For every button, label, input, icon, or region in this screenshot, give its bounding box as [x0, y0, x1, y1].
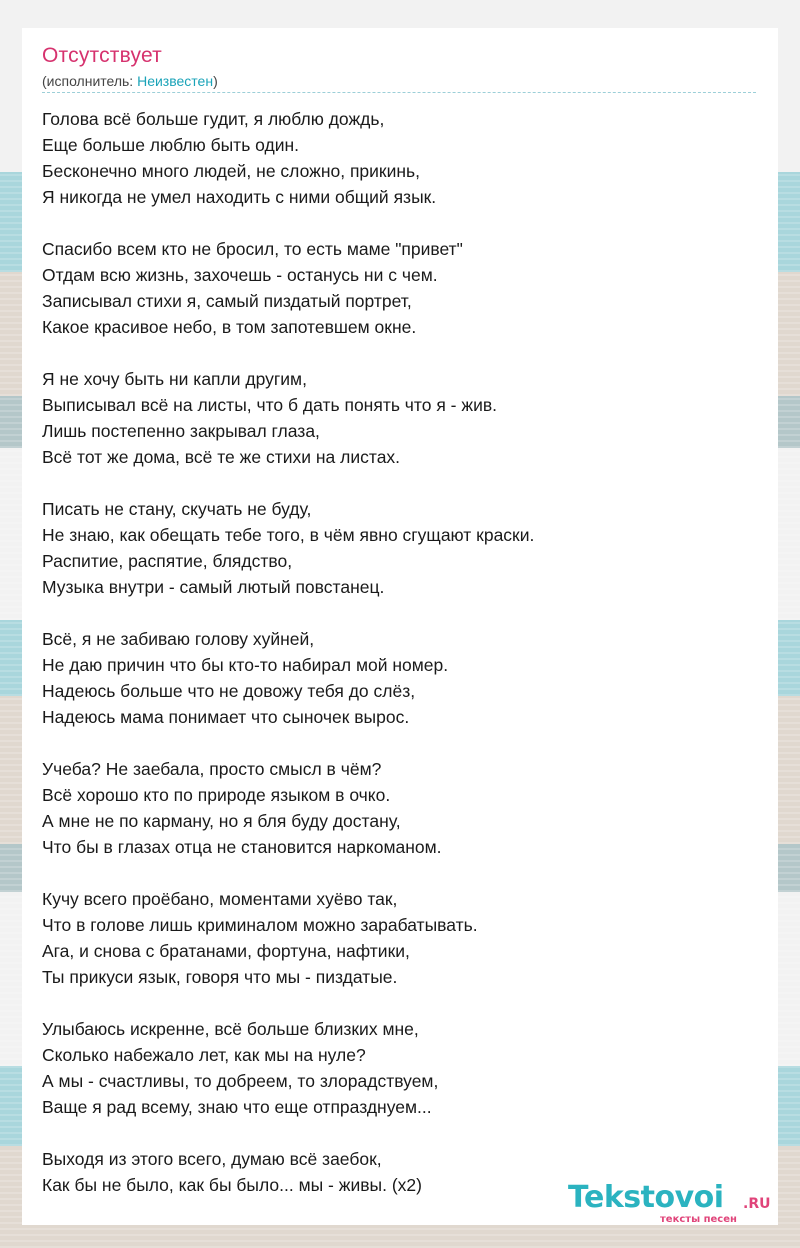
- lyric-line: Еще больше люблю быть один.: [42, 135, 300, 155]
- artist-prefix: (исполнитель:: [42, 73, 138, 89]
- lyric-line: Писать не стану, скучать не буду,: [42, 499, 312, 519]
- lyric-line: Надеюсь больше что не довожу тебя до слёз,: [42, 681, 416, 701]
- lyric-line: Я не хочу быть ни капли другим,: [42, 369, 307, 389]
- lyric-line: Какое красивое небо, в том запотевшем окне.: [42, 317, 417, 337]
- lyric-line: А мы - счастливы, то добреем, то злорадствуем,: [42, 1071, 439, 1091]
- lyric-line: Спасибо всем кто не бросил, то есть маме "привет": [42, 239, 463, 259]
- lyric-line: Ты прикуси язык, говоря что мы - пиздатые.: [42, 967, 398, 987]
- logo-wordmark: Tekstovoi: [568, 1180, 724, 1215]
- lyric-line: Что в голове лишь криминалом можно зарабатывать.: [42, 915, 478, 935]
- lyric-line: Всё тот же дома, всё те же стихи на листах.: [42, 447, 401, 467]
- stanza: [42, 236, 762, 340]
- stanza: [42, 1016, 762, 1120]
- lyric-line: Бесконечно много людей, не сложно, прикинь,: [42, 161, 421, 181]
- lyric-line: Кучу всего проёбано, моментами хуёво так,: [42, 889, 398, 909]
- stanza: [42, 106, 762, 210]
- lyric-line: Выписывал всё на листы, что б дать понять что я - жив.: [42, 395, 498, 415]
- lyric-line: Что бы в глазах отца не становится наркоманом.: [42, 837, 442, 857]
- lyric-line: Улыбаюсь искренне, всё больше близких мне,: [42, 1019, 419, 1039]
- lyric-line: Отдам всю жизнь, захочешь - останусь ни с чем.: [42, 265, 438, 285]
- lyric-line: Записывал стихи я, самый пиздатый портрет,: [42, 291, 412, 311]
- lyric-line: Выходя из этого всего, думаю всё заебок,: [42, 1149, 382, 1169]
- lyric-line: Учеба? Не заебала, просто смысл в чём?: [42, 759, 382, 779]
- lyric-line: Распитие, распятие, блядство,: [42, 551, 293, 571]
- stanza: [42, 626, 762, 730]
- artist-suffix: ): [213, 73, 218, 89]
- lyric-line: А мне не по карману, но я бля буду достану,: [42, 811, 401, 831]
- stanza: [42, 886, 762, 990]
- lyrics-body: [42, 106, 762, 1224]
- logo-tagline: тексты песен: [660, 1214, 737, 1225]
- lyric-line: Всё, я не забиваю голову хуйней,: [42, 629, 315, 649]
- lyric-line: Как бы не было, как бы было... мы - живы. (x2): [42, 1175, 422, 1195]
- song-title: Отсутствует: [42, 44, 162, 67]
- logo-tld: .RU: [743, 1196, 771, 1212]
- lyric-line: Ваще я рад всему, знаю что еще отпразднуем...: [42, 1097, 432, 1117]
- lyric-line: Не даю причин что бы кто-то набирал мой номер.: [42, 655, 449, 675]
- lyric-line: Ага, и снова с братанами, фортуна, нафтики,: [42, 941, 410, 961]
- site-logo[interactable]: [568, 1180, 778, 1226]
- stanza: [42, 756, 762, 860]
- lyric-line: Надеюсь мама понимает что сыночек вырос.: [42, 707, 410, 727]
- stanza: [42, 366, 762, 470]
- artist-link[interactable]: Неизвестен: [137, 73, 214, 89]
- lyric-line: Музыка внутри - самый лютый повстанец.: [42, 577, 385, 597]
- lyric-line: Лишь постепенно закрывал глаза,: [42, 421, 320, 441]
- lyric-line: Голова всё больше гудит, я люблю дождь,: [42, 109, 385, 129]
- title-divider: [42, 92, 756, 93]
- lyric-line: Я никогда не умел находить с ними общий язык.: [42, 187, 437, 207]
- stanza: [42, 496, 762, 600]
- lyric-line: Всё хорошо кто по природе языком в очко.: [42, 785, 391, 805]
- artist-line: [42, 73, 218, 89]
- lyric-line: Не знаю, как обещать тебе того, в чём явно сгущают краски.: [42, 525, 535, 545]
- lyric-line: Сколько набежало лет, как мы на нуле?: [42, 1045, 366, 1065]
